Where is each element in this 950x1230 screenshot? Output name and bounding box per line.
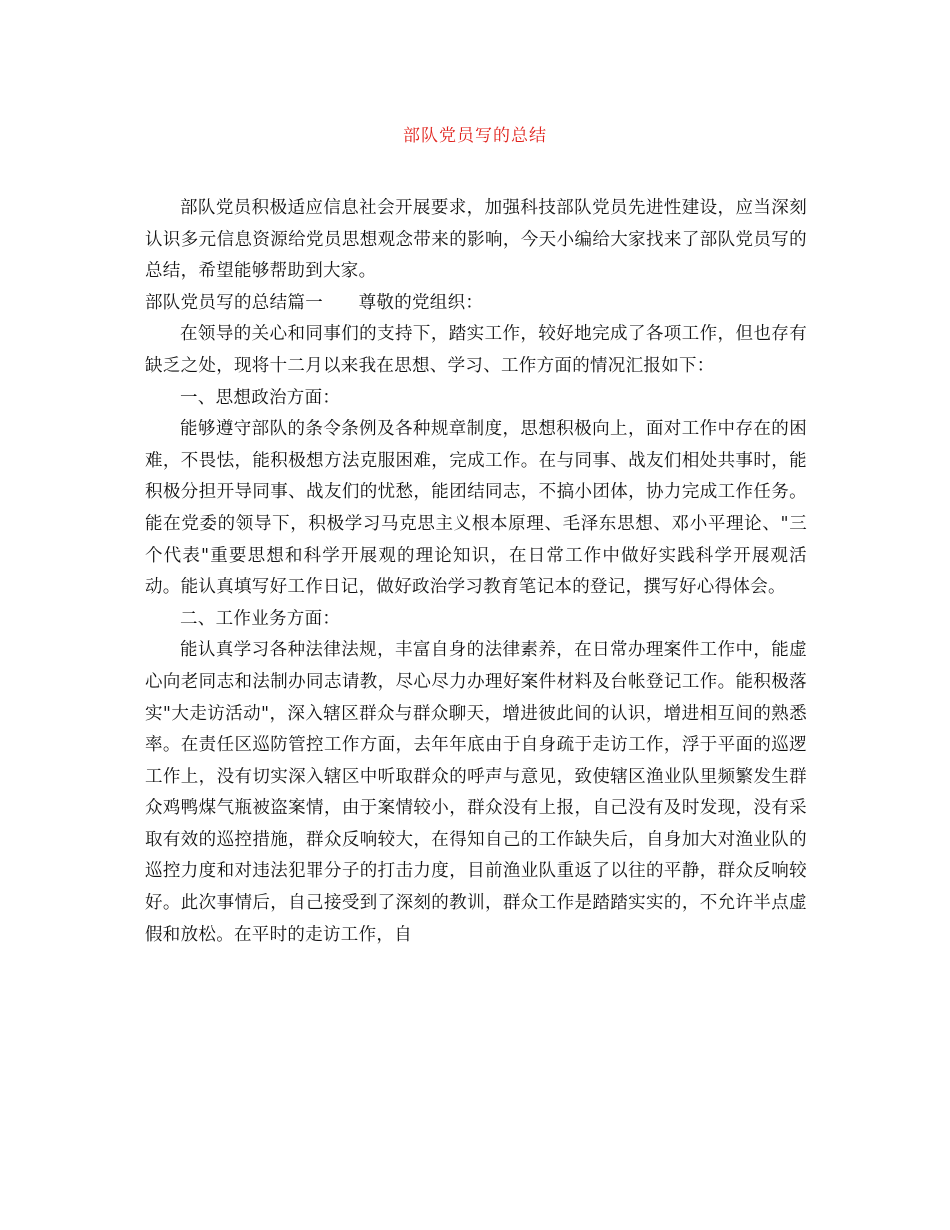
paragraph-section-heading: 部队党员写的总结篇一 尊敬的党组织： — [145, 292, 484, 313]
document-title: 部队党员写的总结 — [403, 126, 547, 146]
paragraph-overview: 在领导的关心和同事们的支持下，踏实工作，较好地完成了各项工作，但也存有缺乏之处，现将十二月以来我在思想、学习、工作方面的情况汇报如下： — [145, 324, 807, 376]
document-body — [145, 193, 807, 951]
paragraph-subheading-work: 二、工作业务方面： — [180, 608, 341, 629]
paragraph-subheading-ideology: 一、思想政治方面： — [180, 387, 341, 408]
paragraph-work: 能认真学习各种法律法规，丰富自身的法律素养，在日常办理案件工作中，能虚心向老同志和法制办同志请教，尽心尽力办理好案件材料及台帐登记工作。能积极落实"大走访活动"，深入辖区群众与群众聊天，增进彼此间的认识，增进相互间的熟悉率。在责任区巡防管控工作方面，去年年底由于自身疏于走访工作，浮于平面的巡逻工作上，没有切实深入辖区中听取群众的呼声与意见，致使辖区渔业队里频繁发生群众鸡鸭煤气瓶被盗案情，由于案情较小，群众没有上报，自己没有及时发现，没有采取有效的巡控措施，群众反响较大，在得知自己的工作缺失后，自身加大对渔业队的巡控力度和对违法犯罪分子的打击力度，目前渔业队重返了以往的平静，群众反响较好。此次事情后，自己接受到了深刻的教训，群众工作是踏踏实实的，不允许半点虚假和放松。在平时的走访工作，自 — [145, 640, 807, 945]
paragraph-ideology: 能够遵守部队的条令条例及各种规章制度，思想积极向上，面对工作中存在的困难，不畏怯，能积极想方法克服困难，完成工作。在与同事、战友们相处共事时，能积极分担开导同事、战友们的忧愁，能团结同志，不搞小团体，协力完成工作任务。能在党委的领导下，积极学习马克思主义根本原理、毛泽东思想、邓小平理论、"三个代表"重要思想和科学开展观的理论知识，在日常工作中做好实践科学开展观活动。能认真填写好工作日记，做好政治学习教育笔记本的登记，撰写好心得体会。 — [145, 419, 807, 598]
paragraph-intro: 部队党员积极适应信息社会开展要求，加强科技部队党员先进性建设，应当深刻认识多元信息资源给党员思想观念带来的影响，今天小编给大家找来了部队党员写的总结，希望能够帮助到大家。 — [145, 198, 807, 282]
